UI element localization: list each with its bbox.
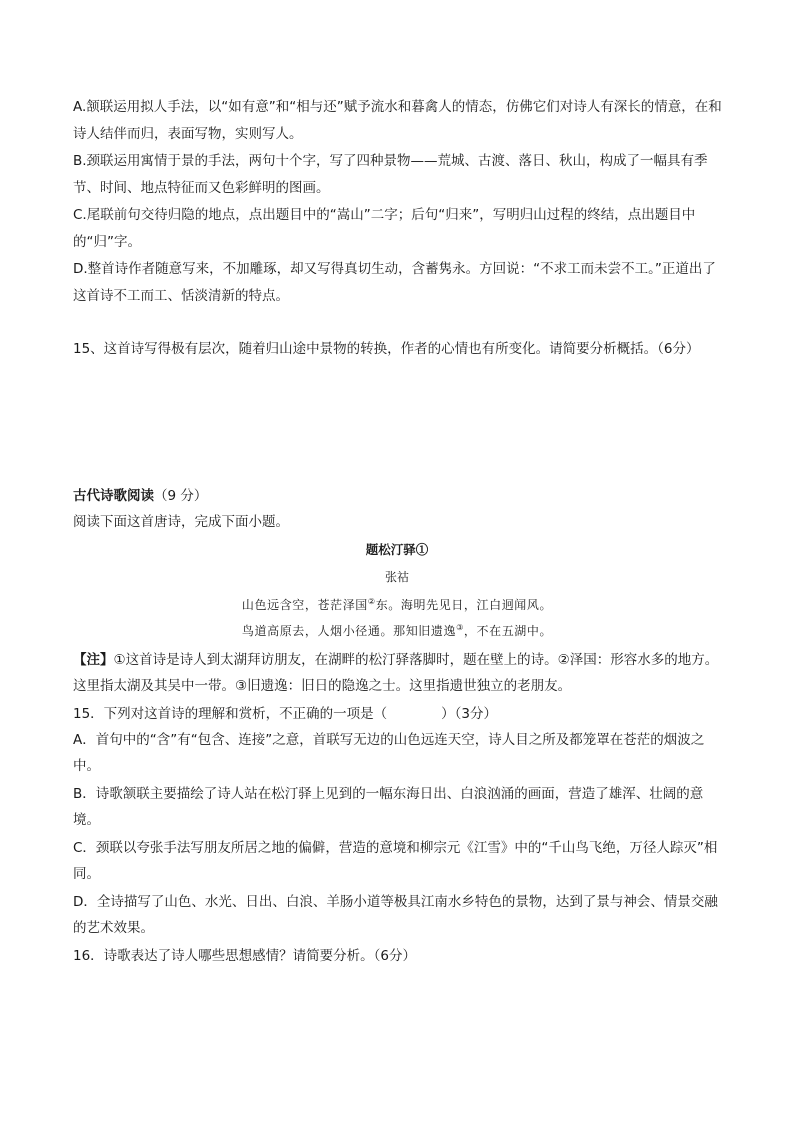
question-15-option-a: A．首句中的“含”有“包含、连接”之意，首联写无边的山色远连天空，诗人目之所及都笼罩在苍茫的烟波之中。 — [73, 732, 705, 774]
note-text: ①这首诗是诗人到太湖拜访朋友，在湖畔的松汀驿落脚时，题在壁上的诗。②泽国：形容水多的地方。这里指太湖及其吴中一带。③旧遗逸：旧日的隐逸之士。这里指遗世独立的老朋友。 — [73, 652, 719, 694]
option-prev-c: C.尾联前句交待归隐的地点，点出题目中的“嵩山”二字；后句“归来”，写明归山过程的终结，点出题目中的“归”字。 — [73, 207, 696, 250]
question-15-option-b: B．诗歌颔联主要描绘了诗人站在松汀驿上见到的一幅东海日出、白浪汹涌的画面，营造了雄浑、壮阔的意境。 — [73, 786, 704, 828]
poem-line-1-b: 东。海明先见日，江白迥闻风。 — [375, 598, 553, 612]
poem-line-2-b: ，不在五湖中。 — [463, 624, 553, 638]
option-prev-b: B.颈联运用寓情于景的手法，两句十个字，写了四种景物——荒城、古渡、落日、秋山，构成了一幅具有季节、时间、地点特征而又色彩鲜明的图画。 — [73, 153, 708, 196]
section-intro: 阅读下面这首唐诗，完成下面小题。 — [73, 514, 289, 530]
section-title: 古代诗歌阅读 — [73, 488, 154, 504]
note-tag: 【注】 — [73, 652, 114, 668]
footnote-marker-3: ③ — [456, 623, 464, 632]
question-15-option-d: D．全诗描写了山色、水光、日出、白浪、羊肠小道等极具江南水乡特色的景物，达到了景与神会、情景交融的艺术效果。 — [73, 894, 718, 936]
section-heading — [73, 486, 207, 506]
poem-note — [73, 647, 723, 699]
poem-line-2-a: 鸟道高原去，人烟小径通。那知旧遗逸 — [241, 624, 457, 638]
question-16: 16．诗歌表达了诗人哪些思想感情？请简要分析。（6分） — [73, 948, 417, 964]
poem-author: 张祜 — [384, 570, 409, 584]
option-prev-a: A.颔联运用拟人手法，以“如有意”和“相与还”赋予流水和暮禽人的情态，仿佛它们对诗人有深长的情意，在和诗人结伴而归，表面写物，实则写人。 — [73, 99, 722, 142]
poem-title: 题松汀驿① — [365, 542, 429, 557]
question-15-analysis: 15、这首诗写得极有层次，随着归山途中景物的转换，作者的心情也有所变化。请简要分析概括。（6分） — [73, 341, 700, 357]
poem-line-1 — [0, 596, 794, 613]
option-prev-d: D.整首诗作者随意写来，不加雕琢，却又写得真切生动，含蓄隽永。方回说：“不求工而未尝不工。”正道出了这首诗不工而工、恬淡清新的特点。 — [73, 261, 716, 304]
question-15-option-c: C．颈联以夸张手法写朋友所居之地的偏僻，营造的意境和柳宗元《江雪》中的“千山鸟飞绝，万径人踪灭”相同。 — [73, 840, 718, 882]
section-score: （9 分） — [154, 488, 208, 504]
poem-line-1-a: 山色远含空，苍茫泽国 — [241, 598, 368, 612]
question-15-stem: 15．下列对这首诗的理解和赏析，不正确的一项是（ ）（3分） — [73, 706, 498, 722]
footnote-marker-2: ② — [367, 597, 376, 606]
poem-line-2 — [0, 622, 794, 639]
